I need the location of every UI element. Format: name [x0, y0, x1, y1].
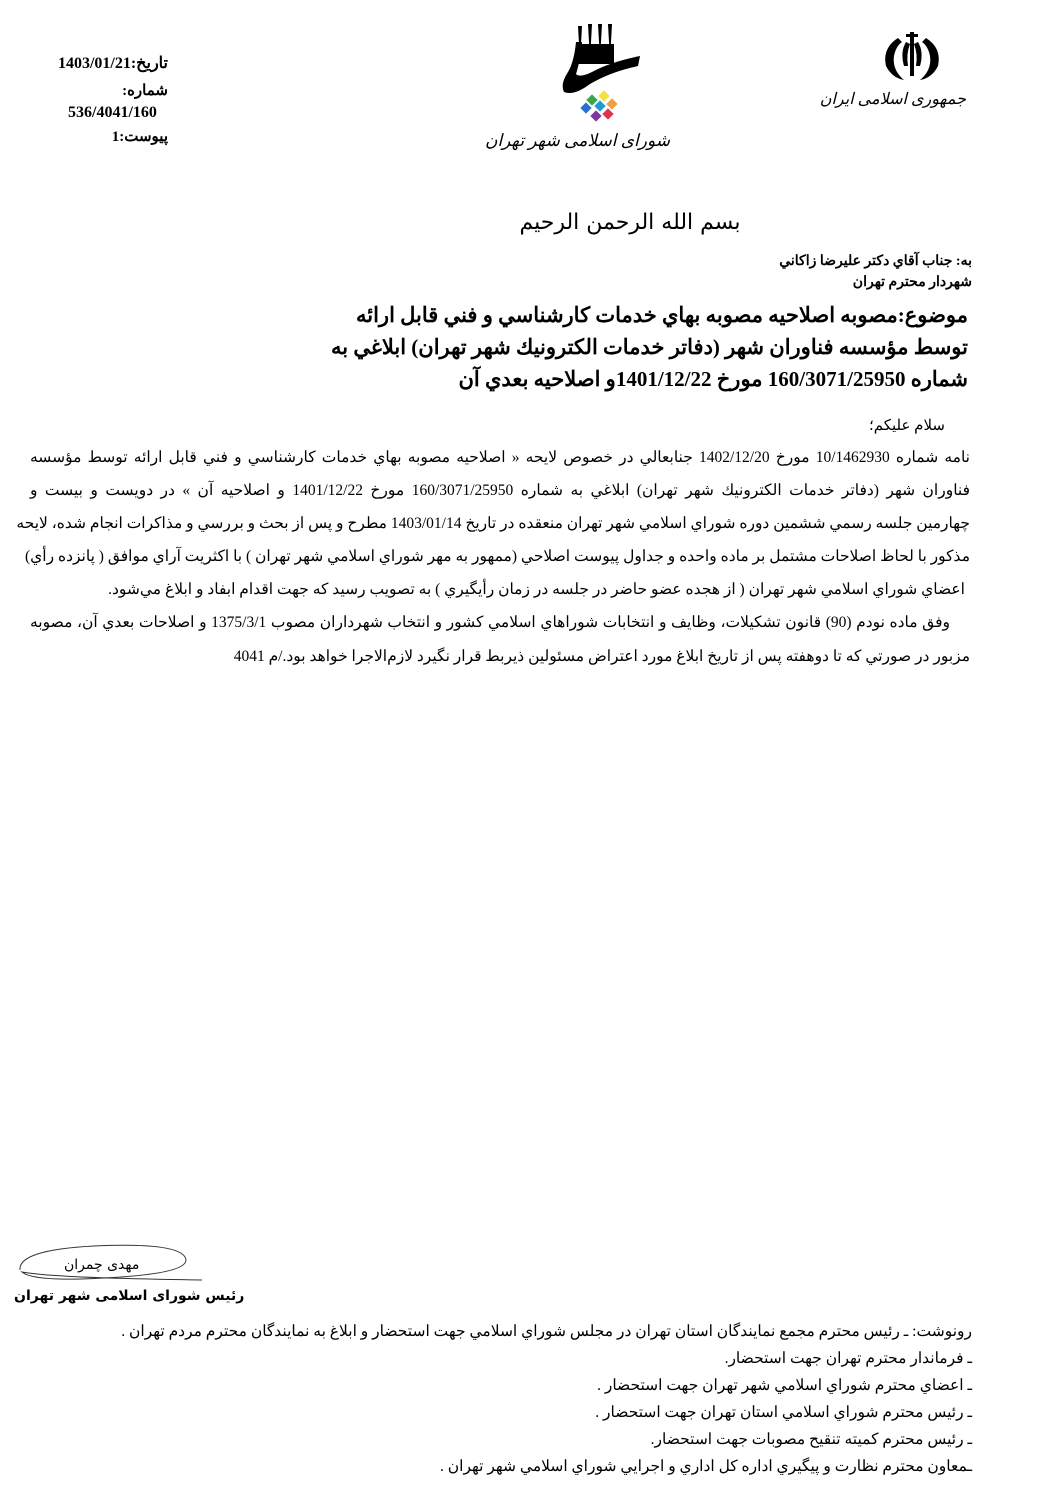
body-line: مزبور در صورتي كه تا دوهفته پس از تاريخ ابلاغ مورد اعتراض مسئولين ذيربط قرار نگيرد لازم‌الاجرا خواهد بود./م 4041 — [233, 648, 970, 665]
tehran-council-logo — [484, 22, 670, 152]
cc-item: رونوشت: ـ رئيس محترم مجمع نمايندگان استان تهران در مجلس شوراي اسلامي جهت استحضار و ابلاغ به نمايندگان محترم مردم تهران . — [121, 1323, 972, 1340]
cc-item: ـ رئيس محترم كميته تنقيح مصوبات جهت استحضار. — [650, 1431, 972, 1448]
number-label: شماره: — [122, 83, 168, 99]
subject-line-1: موضوع:مصوبه اصلاحيه مصوبه بهاي خدمات كارشناسي و فني قابل ارائه — [355, 303, 968, 327]
subject-line-2: توسط مؤسسه فناوران شهر (دفاتر خدمات الكترونيك شهر تهران) ابلاغي به — [330, 335, 968, 359]
iran-emblem — [819, 28, 966, 118]
recipient-line-1: به: جناب آقاي دكتر عليرضا زاكاني — [779, 254, 972, 269]
subject-line-3: شماره 160/3071/25950 مورخ 1401/12/22و اصلاحيه بعدي آن — [458, 367, 968, 391]
attachment-value: 1 — [111, 129, 120, 145]
cc-item: ـ رئيس محترم شوراي اسلامي استان تهران جهت استحضار . — [595, 1404, 972, 1421]
signatory-title: رئيس شورای اسلامی شهر تهران — [14, 1288, 245, 1304]
attachment-label: پيوست: — [119, 129, 168, 145]
date-field — [58, 54, 168, 74]
body-line: چهارمين جلسه رسمي ششمين دوره شوراي اسلامي شهر تهران منعقده در تاريخ 1403/01/14 مطرح و پس از بحث و بررسي و مذاكرات انجام شده، لايحه — [16, 515, 970, 532]
date-value: 1403/01/21 — [57, 55, 131, 72]
body-line: اعضاي شوراي اسلامي شهر تهران ( از هجده عضو حاضر در جلسه در زمان رأيگيري ) به تصويب رسيد كه جهت اقدام ابفاد و ابلاغ مي‌شود. — [108, 581, 965, 598]
cc-item: ـ اعضاي محترم شوراي اسلامي شهر تهران جهت استحضار . — [597, 1377, 972, 1394]
body-line: نامه شماره 10/1462930 مورخ 1402/12/20 جنابعالي در خصوص لايحه « اصلاحيه مصوبه بهاي خدمات كارشناسي و فني قابل ارائه توسط مؤسسه — [30, 449, 970, 466]
cc-item: ـ فرماندار محترم تهران جهت استحضار. — [724, 1350, 972, 1367]
body-line: فناوران شهر (دفاتر خدمات الكترونيك شهر تهران) ابلاغي به شماره 160/3071/25950 مورخ 1401/12/22 و اصلاحيه آن » در دويست و بيست و — [30, 482, 971, 499]
number-value: 536/4041/160 — [68, 104, 157, 121]
recipient-line-2: شهردار محترم تهران — [852, 275, 972, 290]
emblem-text: جمهوری اسلامی ایران — [819, 91, 966, 108]
cc-item: ـمعاون محترم نظارت و پيگيري اداره كل اداري و اجرايي شوراي اسلامي شهر تهران . — [440, 1458, 972, 1475]
greeting: سلام عليكم؛ — [868, 418, 945, 434]
basmala: بسم الله الرحمن الرحيم — [519, 210, 741, 235]
iran-emblem-icon — [858, 28, 966, 84]
body-line: مذكور با لحاظ اصلاحات مشتمل بر ماده واحده و جداول پيوست اصلاحي (ممهور به مهر شوراي اسلامي شهر تهران ) با اكثريت آراي موافق ( پانزده رأي) — [25, 548, 970, 565]
council-logo-text: شورای اسلامی شهر تهران — [484, 131, 670, 150]
body-line: وفق ماده نودم (90) قانون تشكيلات، وظايف و انتخابات شوراهاي اسلامي كشور و انتخاب شهرداران مصوب 1375/3/1 و اصلاحات بعدي آن، مصوبه — [30, 614, 950, 631]
signature-block — [14, 1240, 245, 1310]
council-logo-mark-icon — [530, 22, 670, 122]
signatory-name: مهدی چمران — [64, 1257, 140, 1273]
date-label: تاريخ: — [130, 55, 168, 72]
attachment-field — [112, 128, 168, 146]
